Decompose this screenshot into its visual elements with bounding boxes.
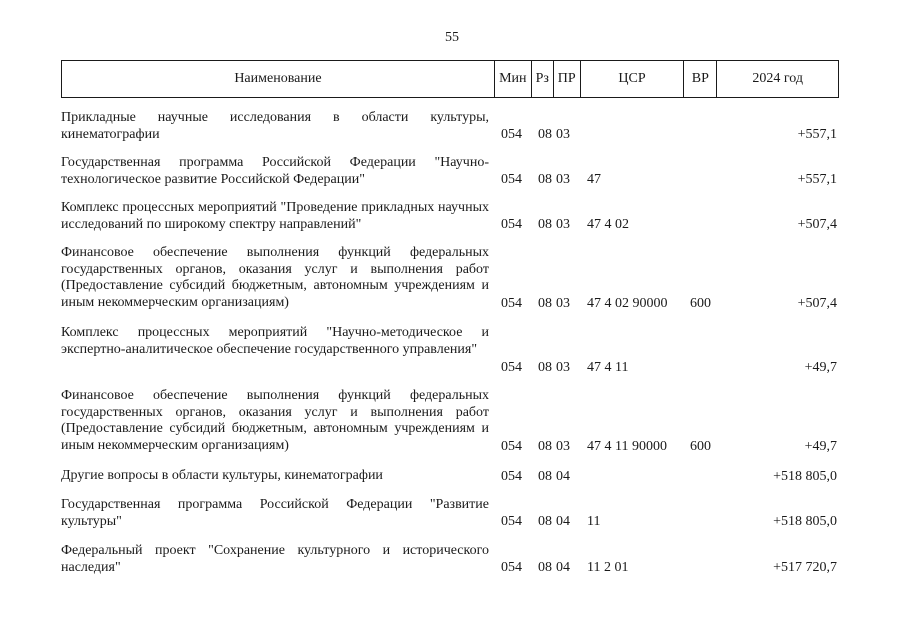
header-csr: ЦСР [581, 61, 685, 97]
row-pr: 03 [556, 296, 570, 311]
row-name: Комплекс процессных мероприятий "Проведение прикладных научных исследований по широкому спектру направлений" [61, 200, 489, 232]
row-rz: 08 [538, 296, 552, 311]
row-amount: +49,7 [804, 360, 837, 375]
row-name: Финансовое обеспечение выполнения функций федеральных государственных органов, оказания услуг и выполнения работ (Предоставление субсидий бюджетным, автономным учреждениям и иным некоммерческим организациям) [61, 245, 489, 310]
row-rz: 08 [538, 439, 552, 454]
row-min: 054 [501, 469, 522, 484]
header-name: Наименование [62, 61, 495, 97]
row-min: 054 [501, 514, 522, 529]
row-min: 054 [501, 360, 522, 375]
row-pr: 03 [556, 127, 570, 142]
row-min: 054 [501, 560, 522, 575]
row-amount: +517 720,7 [773, 560, 837, 575]
row-amount: +518 805,0 [773, 514, 837, 529]
header-vr: ВР [684, 61, 717, 97]
row-csr: 11 [587, 514, 601, 529]
row-min: 054 [501, 127, 522, 142]
header-pr: ПР [554, 61, 581, 97]
row-pr: 04 [556, 469, 570, 484]
row-rz: 08 [538, 360, 552, 375]
row-min: 054 [501, 296, 522, 311]
row-amount: +49,7 [804, 439, 837, 454]
row-csr: 47 4 11 90000 [587, 439, 667, 454]
row-pr: 04 [556, 514, 570, 529]
row-amount: +557,1 [797, 172, 837, 187]
header-min: Мин [495, 61, 532, 97]
row-name: Государственная программа Российской Федерации "Научно-технологическое развитие Российской Федерации" [61, 155, 489, 187]
row-csr: 11 2 01 [587, 560, 629, 575]
header-year: 2024 год [752, 71, 803, 86]
row-name: Финансовое обеспечение выполнения функций федеральных государственных органов, оказания услуг и выполнения работ (Предоставление субсидий бюджетным, автономным учреждениям и иным некоммерческим организациям) [61, 388, 489, 453]
row-amount: +557,1 [797, 127, 837, 142]
row-amount: +507,4 [797, 217, 837, 232]
row-pr: 03 [556, 172, 570, 187]
row-rz: 08 [538, 172, 552, 187]
row-name: Другие вопросы в области культуры, кинематографии [61, 468, 383, 483]
row-pr: 04 [556, 560, 570, 575]
row-name: Федеральный проект "Сохранение культурного и исторического наследия" [61, 543, 489, 575]
row-pr: 03 [556, 439, 570, 454]
row-rz: 08 [538, 469, 552, 484]
row-amount: +507,4 [797, 296, 837, 311]
row-min: 054 [501, 217, 522, 232]
row-name: Прикладные научные исследования в области культуры, кинематографии [61, 110, 489, 142]
row-pr: 03 [556, 217, 570, 232]
row-csr: 47 4 02 [587, 217, 629, 232]
page-number: 55 [445, 30, 459, 45]
row-name: Государственная программа Российской Федерации "Развитие культуры" [61, 497, 489, 529]
header-rz: Рз [532, 61, 554, 97]
row-csr: 47 4 02 90000 [587, 296, 668, 311]
row-name: Комплекс процессных мероприятий "Научно-методическое и экспертно-аналитическое обеспечение государственного управления" [61, 325, 489, 357]
row-csr: 47 4 11 [587, 360, 629, 375]
row-rz: 08 [538, 217, 552, 232]
table-header [61, 60, 839, 98]
row-min: 054 [501, 172, 522, 187]
row-rz: 08 [538, 127, 552, 142]
row-csr: 47 [587, 172, 601, 187]
row-min: 054 [501, 439, 522, 454]
row-amount: +518 805,0 [773, 469, 837, 484]
row-rz: 08 [538, 560, 552, 575]
row-rz: 08 [538, 514, 552, 529]
row-vr: 600 [690, 439, 711, 454]
row-pr: 03 [556, 360, 570, 375]
row-vr: 600 [690, 296, 711, 311]
